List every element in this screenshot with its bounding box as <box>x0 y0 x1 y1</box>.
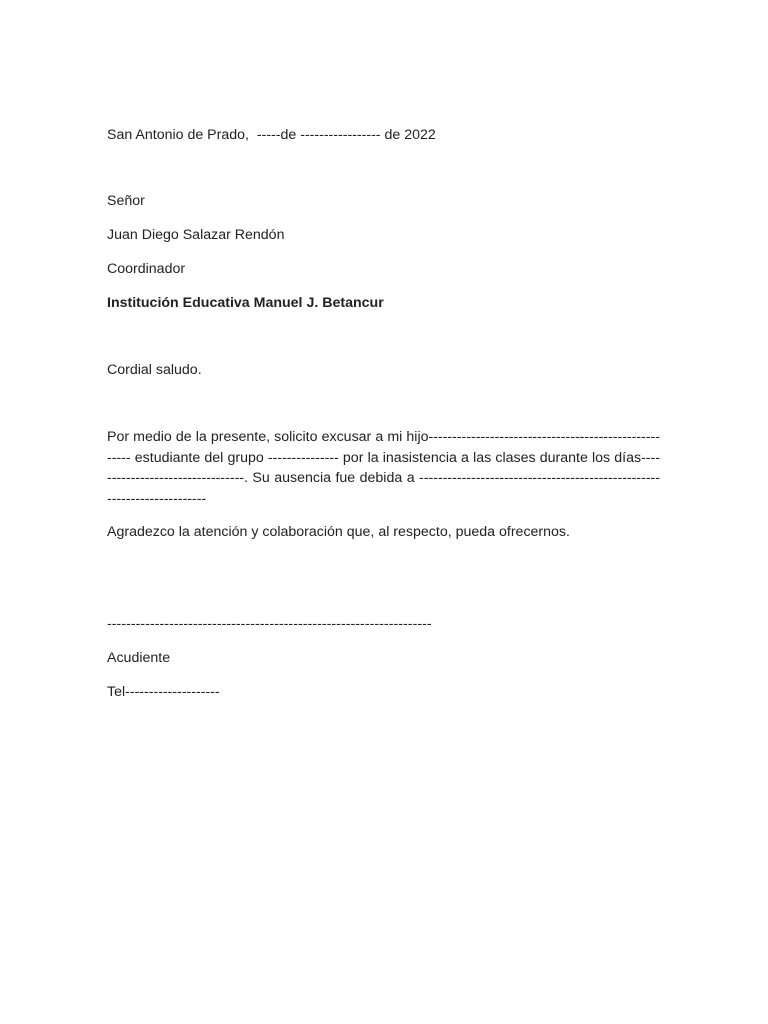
thanks-line: Agradezco la atención y colaboración que, al respecto, pueda ofrecernos. <box>107 524 570 540</box>
recipient-name: Juan Diego Salazar Rendón <box>107 227 285 243</box>
phone-line: Tel-------------------- <box>107 684 220 700</box>
greeting: Cordial saludo. <box>107 362 202 378</box>
date-line: San Antonio de Prado, -----de ----------------- de 2022 <box>107 127 436 143</box>
recipient-position: Coordinador <box>107 261 186 277</box>
recipient-institution: Institución Educativa Manuel J. Betancur <box>107 295 384 311</box>
letter-body <box>107 126 660 701</box>
recipient-salutation: Señor <box>107 193 145 209</box>
body-paragraph: Por medio de la presente, solicito excusar a mi hijo------------------------------------------------------ estudiante del grupo --------------- por la inasistencia a las clases durante los días---------------------------------. Su ausencia fue debida a ------------------------------------------------------------------------ <box>107 429 660 507</box>
signature-line: -------------------------------------------------------------------- <box>107 616 432 632</box>
signer-role: Acudiente <box>107 650 171 666</box>
